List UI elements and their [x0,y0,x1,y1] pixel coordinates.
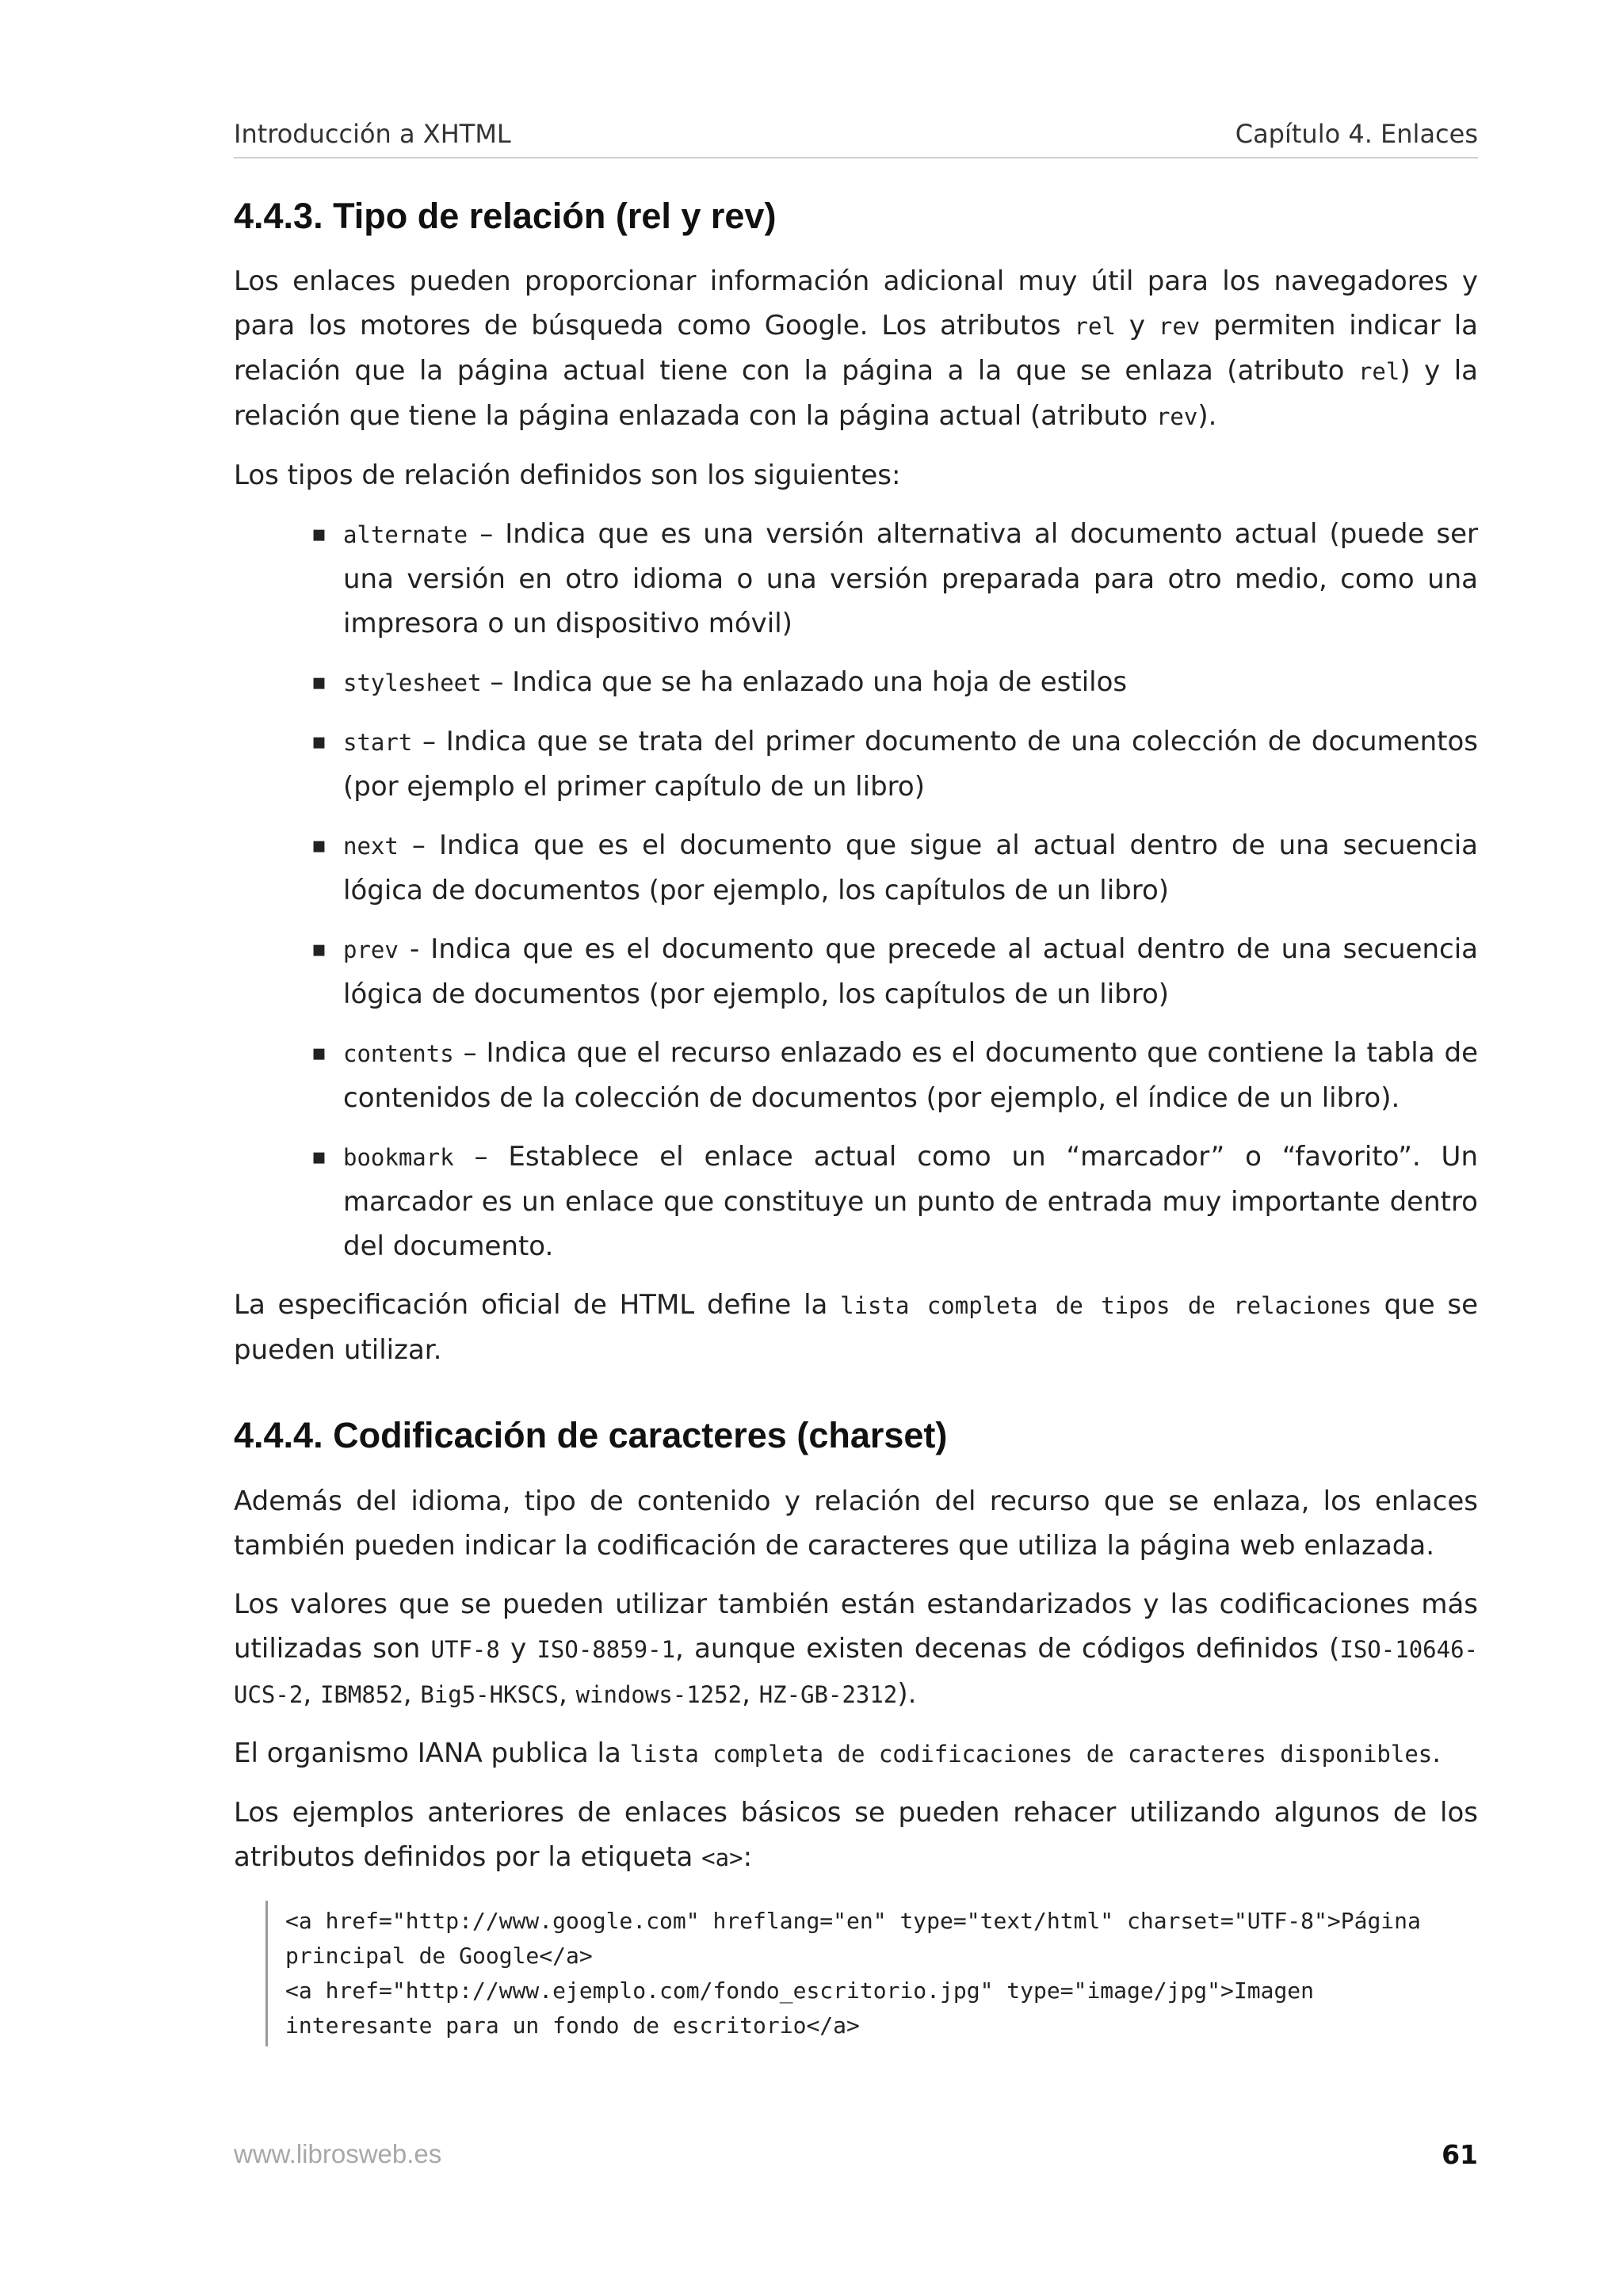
code-bookmark: bookmark [343,1144,454,1172]
code-contents: contents [343,1040,454,1068]
code-rev: rev [1155,403,1198,431]
code-windows-1252: windows-1252 [575,1680,743,1708]
charset-values-paragraph: Los valores que se pueden utilizar también están estandarizados y las codificaciones más utilizadas son UTF-8 y ISO-8859-1, aunque existen decenas de códigos definidos (ISO-10646-UCS-2, IBM852, Big5-HKSCS, windows-1252, HZ-GB-2312). [234,1588,1478,1710]
list-item-bookmark: ▪ bookmark – Establece el enlace actual como un “marcador” o “favorito”. Un marcador es un enlace que constituye un punto de entrada muy importante dentro del documento. [343,1135,1478,1268]
bullet-icon: ▪ [311,521,327,547]
code-iso-8859-1: ISO-8859-1 [537,1635,676,1663]
page-content [234,194,1478,2046]
link-iana-charset-list[interactable]: lista completa de codificaciones de caracteres disponibles [629,1740,1433,1768]
charset-intro-paragraph: Además del idioma, tipo de contenido y relación del recurso que se enlaza, los enlaces también pueden indicar la codificación de caracteres que utiliza la página web enlazada. [234,1485,1478,1562]
code-rel: rel [1358,358,1400,386]
bullet-icon: ▪ [311,832,327,859]
code-utf8: UTF-8 [430,1635,500,1663]
list-item-contents: ▪ contents – Indica que el recurso enlazado es el documento que contiene la tabla de contenidos de la colección de documentos (por ejemplo, el índice de un libro). [343,1031,1478,1120]
code-a-tag: <a> [701,1844,743,1871]
code-start: start [343,729,413,757]
examples-intro-paragraph: Los ejemplos anteriores de enlaces básicos se pueden rehacer utilizando algunos de los atributos definidos por la etiqueta <a>: [234,1796,1478,1873]
code-alternate: alternate [343,521,468,549]
code-example-block: <a href="http://www.google.com" hreflang="en" type="text/html" charset="UTF-8">Página principal de Google</a> <a href="http://www.ejemplo.com/fondo_escritorio.jpg" type="image/jpg">Imagen interesante para un fondo de escritorio</a> [265,1901,1478,2046]
header-book-title: Introducción a XHTML [234,119,511,149]
relation-types-list [234,512,1478,1268]
rel-rev-intro-paragraph: Los enlaces pueden proporcionar información adicional muy útil para los navegadores y para los motores de búsqueda como Google. Los atributos rel y rev permiten indicar la relación que la página actual tiene con la página a la que se enlaza (atributo rel) y la relación que tiene la página enlazada con la página actual (atributo rev). [234,265,1478,433]
code-next: next [343,833,399,860]
code-prev: prev [343,936,399,964]
bullet-icon: ▪ [311,1039,327,1066]
section-heading-charset: 4.4.4. Codificación de caracteres (charset) [234,1415,948,1456]
list-item-stylesheet: ▪ stylesheet – Indica que se ha enlazado una hoja de estilos [343,660,1478,705]
list-item-start: ▪ start – Indica que se trata del primer documento de una colección de documentos (por ejemplo el primer capítulo de un libro) [343,719,1478,809]
section-spacer [234,1386,1478,1413]
code-stylesheet: stylesheet [343,669,482,697]
relation-types-spec-paragraph: La especificación oficial de HTML define la lista completa de tipos de relaciones que se pueden utilizar. [234,1289,1478,1367]
code-rev: rev [1158,313,1201,341]
link-relation-types-list[interactable]: lista completa de tipos de relaciones [840,1292,1372,1320]
relation-types-intro: Los tipos de relación definidos son los siguientes: [234,460,901,492]
list-item-alternate: ▪ alternate – Indica que es una versión alternativa al documento actual (puede ser una versión en otro idioma o una versión preparada para otro medio, como una impresora o un dispositivo móvil) [343,512,1478,646]
running-header [234,119,1478,158]
header-chapter-title: Capítulo 4. Enlaces [1235,119,1478,149]
footer-site-url: www.librosweb.es [234,2139,442,2168]
code-hz-gb-2312: HZ-GB-2312 [758,1680,898,1708]
list-item-prev: ▪ prev - Indica que es el documento que precede al actual dentro de una secuencia lógica de documentos (por ejemplo, los capítulos de un libro) [343,927,1478,1016]
page-number: 61 [1442,2139,1478,2170]
bullet-icon: ▪ [311,1143,327,1170]
bullet-icon: ▪ [311,728,327,755]
bullet-icon: ▪ [311,669,327,696]
code-rel: rel [1074,313,1116,341]
code-big5-hkscs: Big5-HKSCS [420,1680,559,1708]
iana-paragraph: El organismo IANA publica la lista completa de codificaciones de caracteres disponibles. [234,1737,1442,1769]
code-ibm852: IBM852 [319,1680,403,1708]
section-heading-rel-rev: 4.4.3. Tipo de relación (rel y rev) [234,196,777,236]
bullet-icon: ▪ [311,936,327,963]
code-iso-10646: ISO-10646-UCS-2 [234,1635,1478,1708]
list-item-next: ▪ next – Indica que es el documento que sigue al actual dentro de una secuencia lógica de documentos (por ejemplo, los capítulos de un libro) [343,823,1478,913]
